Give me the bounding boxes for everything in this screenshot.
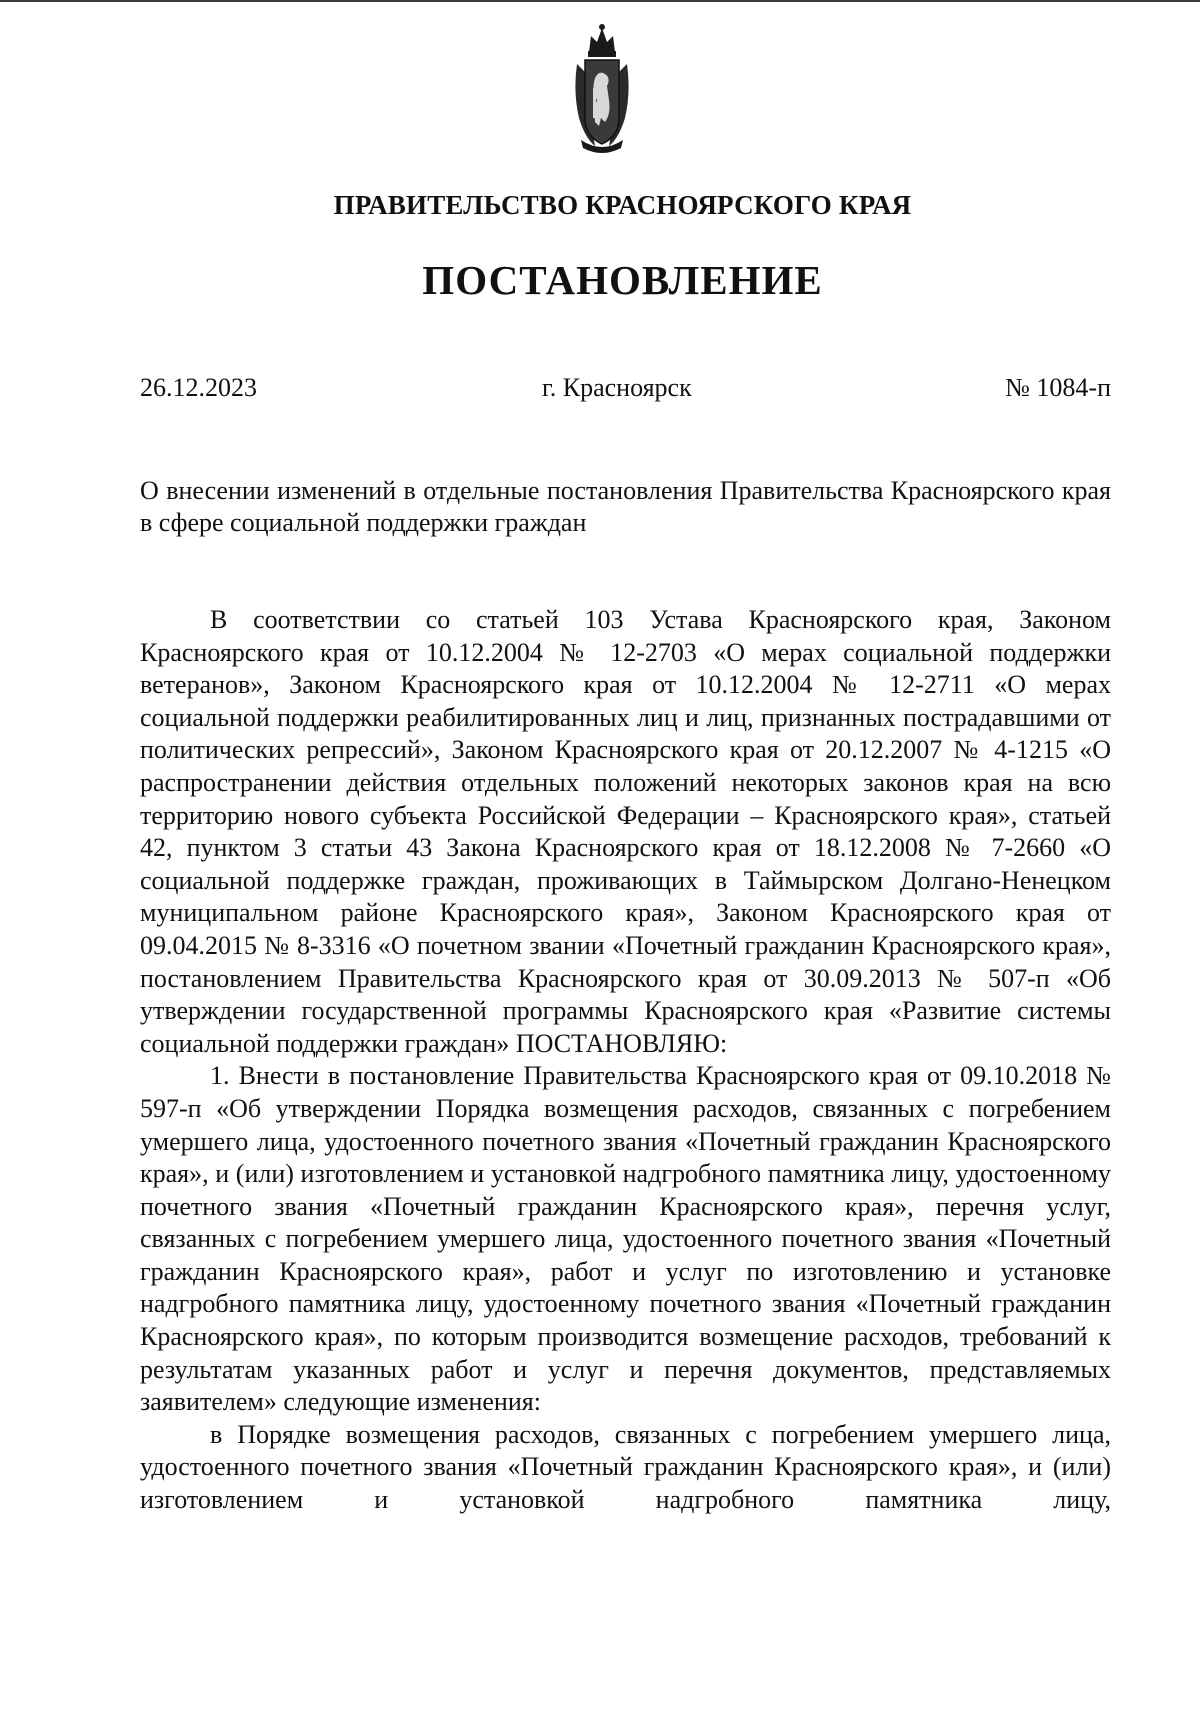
document-meta-row <box>140 373 1111 407</box>
document-type-title: ПОСТАНОВЛЕНИЕ <box>422 257 823 303</box>
item-1-paragraph: 1. Внести в постановление Правительства Красноярского края от 09.10.2018 № 597-п «Об утверждении Порядка возмещения расходов, связанных с погребением умершего лица, удостоенного почетного звания «Почетный гражданин Красноярского края», и (или) изготовлением и установкой надгробного памятника лицу, удостоенному почетного звания «Почетный гражданин Красноярского края», перечня услуг, связанных с погребением умершего лица, удостоенного почетного звания «Почетный гражданин Красноярского края», работ и услуг по изготовлению и установке надгробного памятника лицу, удостоенному почетного звания «Почетный гражданин Красноярского края», по которым производится возмещение расходов, требований к результатам указанных работ и услуг и перечня документов, представляемых заявителем» следующие изменения: <box>140 1061 1111 1417</box>
document-body <box>140 604 1111 1517</box>
document-city: г. Красноярск <box>542 373 692 402</box>
preamble-paragraph: В соответствии со статьей 103 Устава Красноярского края, Законом Красноярского края от 10.12.2004 № 12-2703 «О мерах социальной поддержки ветеранов», Законом Красноярского края от 10.12.2004 № 12-2711 «О мерах социальной поддержки реабилитированных лиц и лиц, признанных пострадавшими от политических репрессий», Законом Красноярского края от 20.12.2007 № 4-1215 «О распространении действия отдельных положений некоторых законов края на всю территорию нового субъекта Российской Федерации – Красноярского края», статьей 42, пунктом 3 статьи 43 Закона Красноярского края от 18.12.2008 № 7-2660 «О социальной поддержке граждан, проживающих в Таймырском Долгано-Ненецком муниципальном районе Красноярского края», Законом Красноярского края от 09.04.2015 № 8-3316 «О почетном звании «Почетный гражданин Красноярского края», постановлением Правительства Красноярского края от 30.09.2013 № 507-п «Об утверждении государственной программы Красноярского края «Развитие системы социальной поддержки граждан» ПОСТАНОВЛЯЮ: <box>140 605 1111 1058</box>
scan-edge <box>0 0 1200 2</box>
document-date: 26.12.2023 <box>140 373 257 402</box>
item-1-subparagraph: в Порядке возмещения расходов, связанных с погребением умершего лица, удостоенного почетного звания «Почетный гражданин Красноярского края», и (или) изготовлением и установкой надгробного памятника лицу, <box>140 1419 1111 1515</box>
coat-of-arms-icon <box>571 22 633 156</box>
document-number: № 1084-п <box>1005 373 1111 402</box>
document-subject: О внесении изменений в отдельные постановления Правительства Красноярского края в сфере социальной поддержки граждан <box>140 476 1111 537</box>
government-name: ПРАВИТЕЛЬСТВО КРАСНОЯРСКОГО КРАЯ <box>333 190 912 220</box>
coat-of-arms-emblem <box>571 22 633 156</box>
